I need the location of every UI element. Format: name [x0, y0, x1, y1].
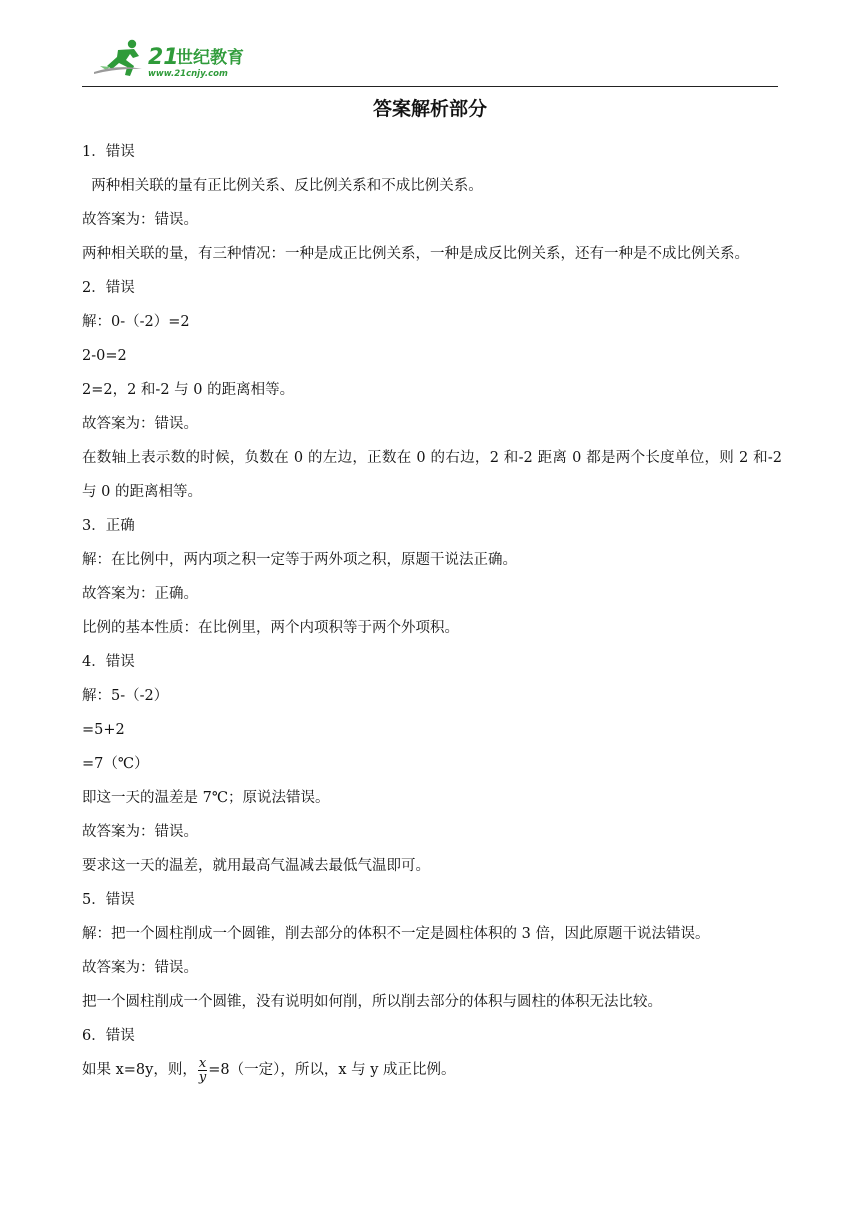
q4-line-4: 即这一天的温差是 7℃；原说法错误。: [82, 790, 330, 806]
q3-answer: [82, 509, 782, 543]
logo-21cnjy: [90, 36, 260, 80]
q5-result: 错误: [105, 892, 135, 908]
fraction-denominator: y: [198, 1069, 207, 1085]
q5-line-1: 解：把一个圆柱削成一个圆锥，削去部分的体积不一定是圆柱体积的 3 倍，因此原题干说法错误。: [82, 926, 710, 942]
q4-line-6: 要求这一天的温差，就用最高气温减去最低气温即可。: [82, 858, 430, 874]
q6-line-1-post: =8（一定），所以，x 与 y 成正比例。: [208, 1062, 456, 1078]
q4-line-2: =5+2: [82, 722, 125, 738]
q6-number: 6．: [82, 1028, 106, 1044]
q6-line-1-pre: 如果 x=8y，则，: [82, 1062, 197, 1078]
q5-line-3: 把一个圆柱削成一个圆锥，没有说明如何削，所以削去部分的体积与圆柱的体积无法比较。: [82, 994, 662, 1010]
q1-answer: [82, 135, 782, 169]
q6-result: 错误: [105, 1028, 135, 1044]
q4-answer: [82, 645, 782, 679]
q2-line-1: 解：0-（-2）=2: [82, 314, 190, 330]
q4-result: 错误: [105, 654, 135, 670]
q1-line-3: 两种相关联的量，有三种情况：一种是成正比例关系，一种是成反比例关系，还有一种是不成比例关系。: [82, 246, 749, 262]
page-title: 答案解析部分: [372, 98, 487, 120]
fraction-x-over-y: [198, 1057, 207, 1084]
svg-text:www.21cnjy.com: www.21cnjy.com: [148, 69, 228, 79]
q2-line-2: 2-0=2: [82, 348, 127, 364]
q5-answer: [82, 883, 782, 917]
q1-number: 1．: [82, 144, 106, 160]
q1-line-1: 两种相关联的量有正比例关系、反比例关系和不成比例关系。: [82, 178, 483, 194]
q3-number: 3．: [82, 518, 106, 534]
answer-content: [82, 135, 782, 1087]
q6-answer: [82, 1019, 782, 1053]
q5-line-2: 故答案为：错误。: [82, 960, 198, 976]
runner-icon: [94, 40, 142, 76]
fraction-numerator: x: [198, 1055, 207, 1071]
q2-line-4: 故答案为：错误。: [82, 416, 198, 432]
q3-line-3: 比例的基本性质：在比例里，两个内项积等于两个外项积。: [82, 620, 459, 636]
q3-result: 正确: [105, 518, 135, 534]
q2-result: 错误: [105, 280, 135, 296]
q4-line-5: 故答案为：错误。: [82, 824, 198, 840]
q6-line-1: [82, 1053, 782, 1087]
q3-line-2: 故答案为：正确。: [82, 586, 198, 602]
svg-text:21: 21: [148, 45, 179, 70]
q4-number: 4．: [82, 654, 106, 670]
q4-line-1: 解：5-（-2）: [82, 688, 169, 704]
page-header: [82, 36, 778, 87]
q1-result: 错误: [105, 144, 135, 160]
q2-line-3: 2=2，2 和-2 与 0 的距离相等。: [82, 382, 295, 398]
q2-answer: [82, 271, 782, 305]
q5-number: 5．: [82, 892, 106, 908]
q1-line-2: 故答案为：错误。: [82, 212, 198, 228]
q2-line-5: 在数轴上表示数的时候，负数在 0 的左边，正数在 0 的右边，2 和-2 距离 0 都是两个长度单位，则 2 和-2 与 0 的距离相等。: [82, 450, 782, 500]
q2-number: 2．: [82, 280, 106, 296]
q4-line-3: =7（℃）: [82, 756, 149, 772]
svg-text:世纪教育: 世纪教育: [176, 48, 244, 68]
q3-line-1: 解：在比例中，两内项之积一定等于两外项之积，原题干说法正确。: [82, 552, 517, 568]
